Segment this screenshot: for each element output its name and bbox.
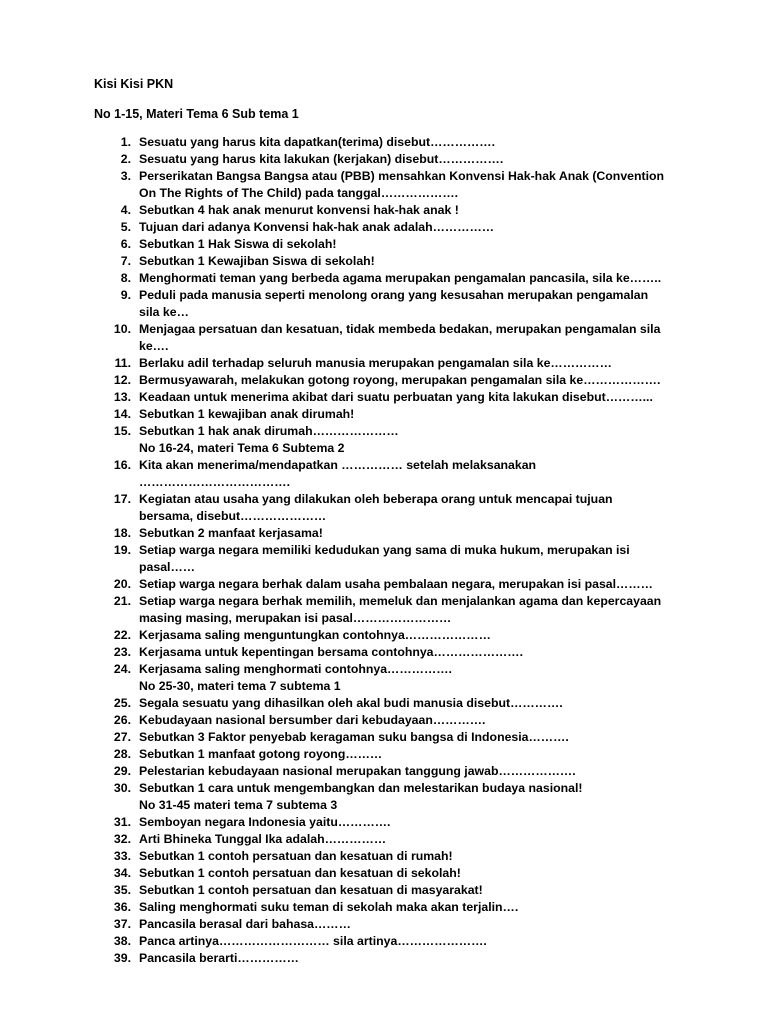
list-item (0, 542, 768, 576)
item-number: 18. (113, 526, 131, 540)
item-number: 1. (120, 135, 131, 149)
question-text: Sesuatu yang harus kita dapatkan(terima) disebut……………. (139, 135, 496, 149)
item-number: 33. (113, 849, 131, 863)
question-text: Sebutkan 1 Kewajiban Siswa di sekolah! (139, 254, 375, 268)
list-item (0, 270, 768, 287)
question-text: Pancasila berasal dari bahasa……… (139, 917, 351, 931)
list-item (0, 168, 768, 202)
item-number: 12. (113, 373, 131, 387)
list-item (0, 916, 768, 933)
item-number: 10. (113, 322, 131, 336)
question-text: Sebutkan 1 Hak Siswa di sekolah! (139, 237, 337, 251)
question-text: Sebutkan 3 Faktor penyebab keragaman suku bangsa di Indonesia………. (139, 730, 569, 744)
item-number: 30. (113, 781, 131, 795)
list-item (0, 882, 768, 899)
list-item (0, 253, 768, 270)
item-number: 15. (113, 424, 131, 438)
document-title: Kisi Kisi PKN (94, 77, 174, 91)
list-item (0, 712, 768, 729)
list-item (0, 372, 768, 389)
question-text: Setiap warga negara berhak dalam usaha pembalaan negara, merupakan isi pasal……… (139, 577, 653, 591)
question-text: Segala sesuatu yang dihasilkan oleh akal budi manusia disebut…………. (139, 696, 563, 710)
question-text: Tujuan dari adanya Konvensi hak-hak anak adalah…………… (139, 220, 495, 234)
list-item (0, 423, 768, 440)
list-item (0, 151, 768, 168)
list-item (0, 287, 768, 321)
question-text: Sebutkan 2 manfaat kerjasama! (139, 526, 323, 540)
list-item (0, 729, 768, 746)
list-item (0, 848, 768, 865)
item-number: 11. (114, 356, 131, 370)
section-heading: No 1-15, Materi Tema 6 Sub tema 1 (94, 107, 299, 121)
question-text: Sebutkan 1 kewajiban anak dirumah! (139, 407, 355, 421)
list-item (0, 134, 768, 151)
item-number: 14. (113, 407, 131, 421)
item-number: 22. (113, 628, 131, 642)
question-list (0, 134, 768, 967)
item-number: 24. (113, 662, 131, 676)
question-text: Pelestarian kebudayaan nasional merupakan tanggung jawab………………. (139, 764, 576, 778)
list-item (0, 899, 768, 916)
list-item (0, 321, 768, 355)
question-text: Panca artinya……………………… sila artinya…………………. (139, 934, 487, 948)
question-text: Menjagaa persatuan dan kesatuan, tidak membeda bedakan, merupakan pengamalan sila ke…. (139, 322, 661, 353)
section-heading: No 31-45 materi tema 7 subtema 3 (139, 798, 338, 812)
question-text: Sebutkan 1 contoh persatuan dan kesatuan di masyarakat! (139, 883, 483, 897)
item-number: 37. (113, 917, 131, 931)
question-text: Arti Bhineka Tunggal Ika adalah…………… (139, 832, 387, 846)
question-text: Sebutkan 1 contoh persatuan dan kesatuan di rumah! (139, 849, 453, 863)
list-item (0, 763, 768, 780)
item-number: 36. (113, 900, 131, 914)
list-item (0, 746, 768, 763)
list-item (0, 627, 768, 644)
question-text: Kerjasama saling menguntungkan contohnya………………… (139, 628, 491, 642)
question-text: Bermusyawarah, melakukan gotong royong, merupakan pengamalan sila ke………………. (139, 373, 661, 387)
list-item (0, 814, 768, 831)
item-number: 20. (113, 577, 131, 591)
item-number: 16. (113, 458, 131, 472)
item-number: 29. (113, 764, 131, 778)
question-text: Kerjasama untuk kepentingan bersama contohnya…………………. (139, 645, 524, 659)
list-item (0, 865, 768, 882)
item-number: 21. (113, 594, 131, 608)
list-item (0, 661, 768, 678)
list-item (0, 831, 768, 848)
list-item (0, 576, 768, 593)
item-number: 35. (113, 883, 131, 897)
question-text: Sebutkan 1 cara untuk mengembangkan dan melestarikan budaya nasional! (139, 781, 583, 795)
list-item (0, 457, 768, 491)
question-text: Kerjasama saling menghormati contohnya……………. (139, 662, 452, 676)
list-item (0, 236, 768, 253)
list-item (0, 219, 768, 236)
question-text: Menghormati teman yang berbeda agama merupakan pengamalan pancasila, sila ke…….. (139, 271, 662, 285)
list-item (0, 355, 768, 372)
question-text: Sebutkan 1 contoh persatuan dan kesatuan di sekolah! (139, 866, 461, 880)
question-text: Semboyan negara Indonesia yaitu…………. (139, 815, 391, 829)
item-number: 2. (120, 152, 131, 166)
question-text: Setiap warga negara memiliki kedudukan yang sama di muka hukum, merupakan isi pasal…… (139, 543, 630, 574)
list-item (0, 525, 768, 542)
list-item (0, 389, 768, 406)
item-number: 5. (120, 220, 131, 234)
section-heading: No 16-24, materi Tema 6 Subtema 2 (139, 441, 345, 455)
item-number: 23. (113, 645, 131, 659)
question-text: Sesuatu yang harus kita lakukan (kerjakan) disebut……………. (139, 152, 504, 166)
item-number: 34. (113, 866, 131, 880)
item-number: 4. (120, 203, 131, 217)
question-text: Kebudayaan nasional bersumber dari kebudayaan…………. (139, 713, 486, 727)
section-heading: No 25-30, materi tema 7 subtema 1 (139, 679, 341, 693)
question-text: Kita akan menerima/mendapatkan …………… setelah melaksanakan ………………………………. (139, 458, 537, 489)
item-number: 8. (120, 271, 131, 285)
list-item (0, 491, 768, 525)
item-number: 3. (120, 169, 131, 183)
question-text: Kegiatan atau usaha yang dilakukan oleh beberapa orang untuk mencapai tujuan bersama, disebut………………… (139, 492, 613, 523)
item-number: 26. (113, 713, 131, 727)
question-text: Pancasila berarti…………… (139, 951, 299, 965)
question-text: Keadaan untuk menerima akibat dari suatu perbuatan yang kita lakukan disebut………... (139, 390, 653, 404)
item-number: 25. (113, 696, 131, 710)
list-item (0, 780, 768, 797)
question-text: Sebutkan 1 hak anak dirumah………………… (139, 424, 399, 438)
item-number: 13. (113, 390, 131, 404)
question-text: Peduli pada manusia seperti menolong orang yang kesusahan merupakan pengamalan sila ke… (139, 288, 649, 319)
question-text: Perserikatan Bangsa Bangsa atau (PBB) mensahkan Konvensi Hak-hak Anak (Convention On The Rights of The Child) pada tanggal………………. (139, 169, 665, 200)
question-text: Berlaku adil terhadap seluruh manusia merupakan pengamalan sila ke…………… (139, 356, 612, 370)
item-number: 17. (113, 492, 131, 506)
question-text: Saling menghormati suku teman di sekolah maka akan terjalin…. (139, 900, 519, 914)
item-number: 27. (113, 730, 131, 744)
list-item (0, 695, 768, 712)
item-number: 39. (113, 951, 131, 965)
question-text: Sebutkan 1 manfaat gotong royong……… (139, 747, 383, 761)
question-text: Sebutkan 4 hak anak menurut konvensi hak-hak anak ! (139, 203, 459, 217)
item-number: 28. (113, 747, 131, 761)
question-text: Setiap warga negara berhak memilih, memeluk dan menjalankan agama dan kepercayaan masing masing, merupakan isi pasal…………………… (139, 594, 662, 625)
item-number: 9. (120, 288, 131, 302)
list-item (0, 933, 768, 950)
list-item (0, 202, 768, 219)
item-number: 31. (113, 815, 131, 829)
item-number: 6. (120, 237, 131, 251)
item-number: 38. (113, 934, 131, 948)
list-item (0, 593, 768, 627)
list-item (0, 644, 768, 661)
item-number: 19. (113, 543, 131, 557)
item-number: 32. (113, 832, 131, 846)
item-number: 7. (120, 254, 131, 268)
list-item (0, 950, 768, 967)
list-item (0, 406, 768, 423)
